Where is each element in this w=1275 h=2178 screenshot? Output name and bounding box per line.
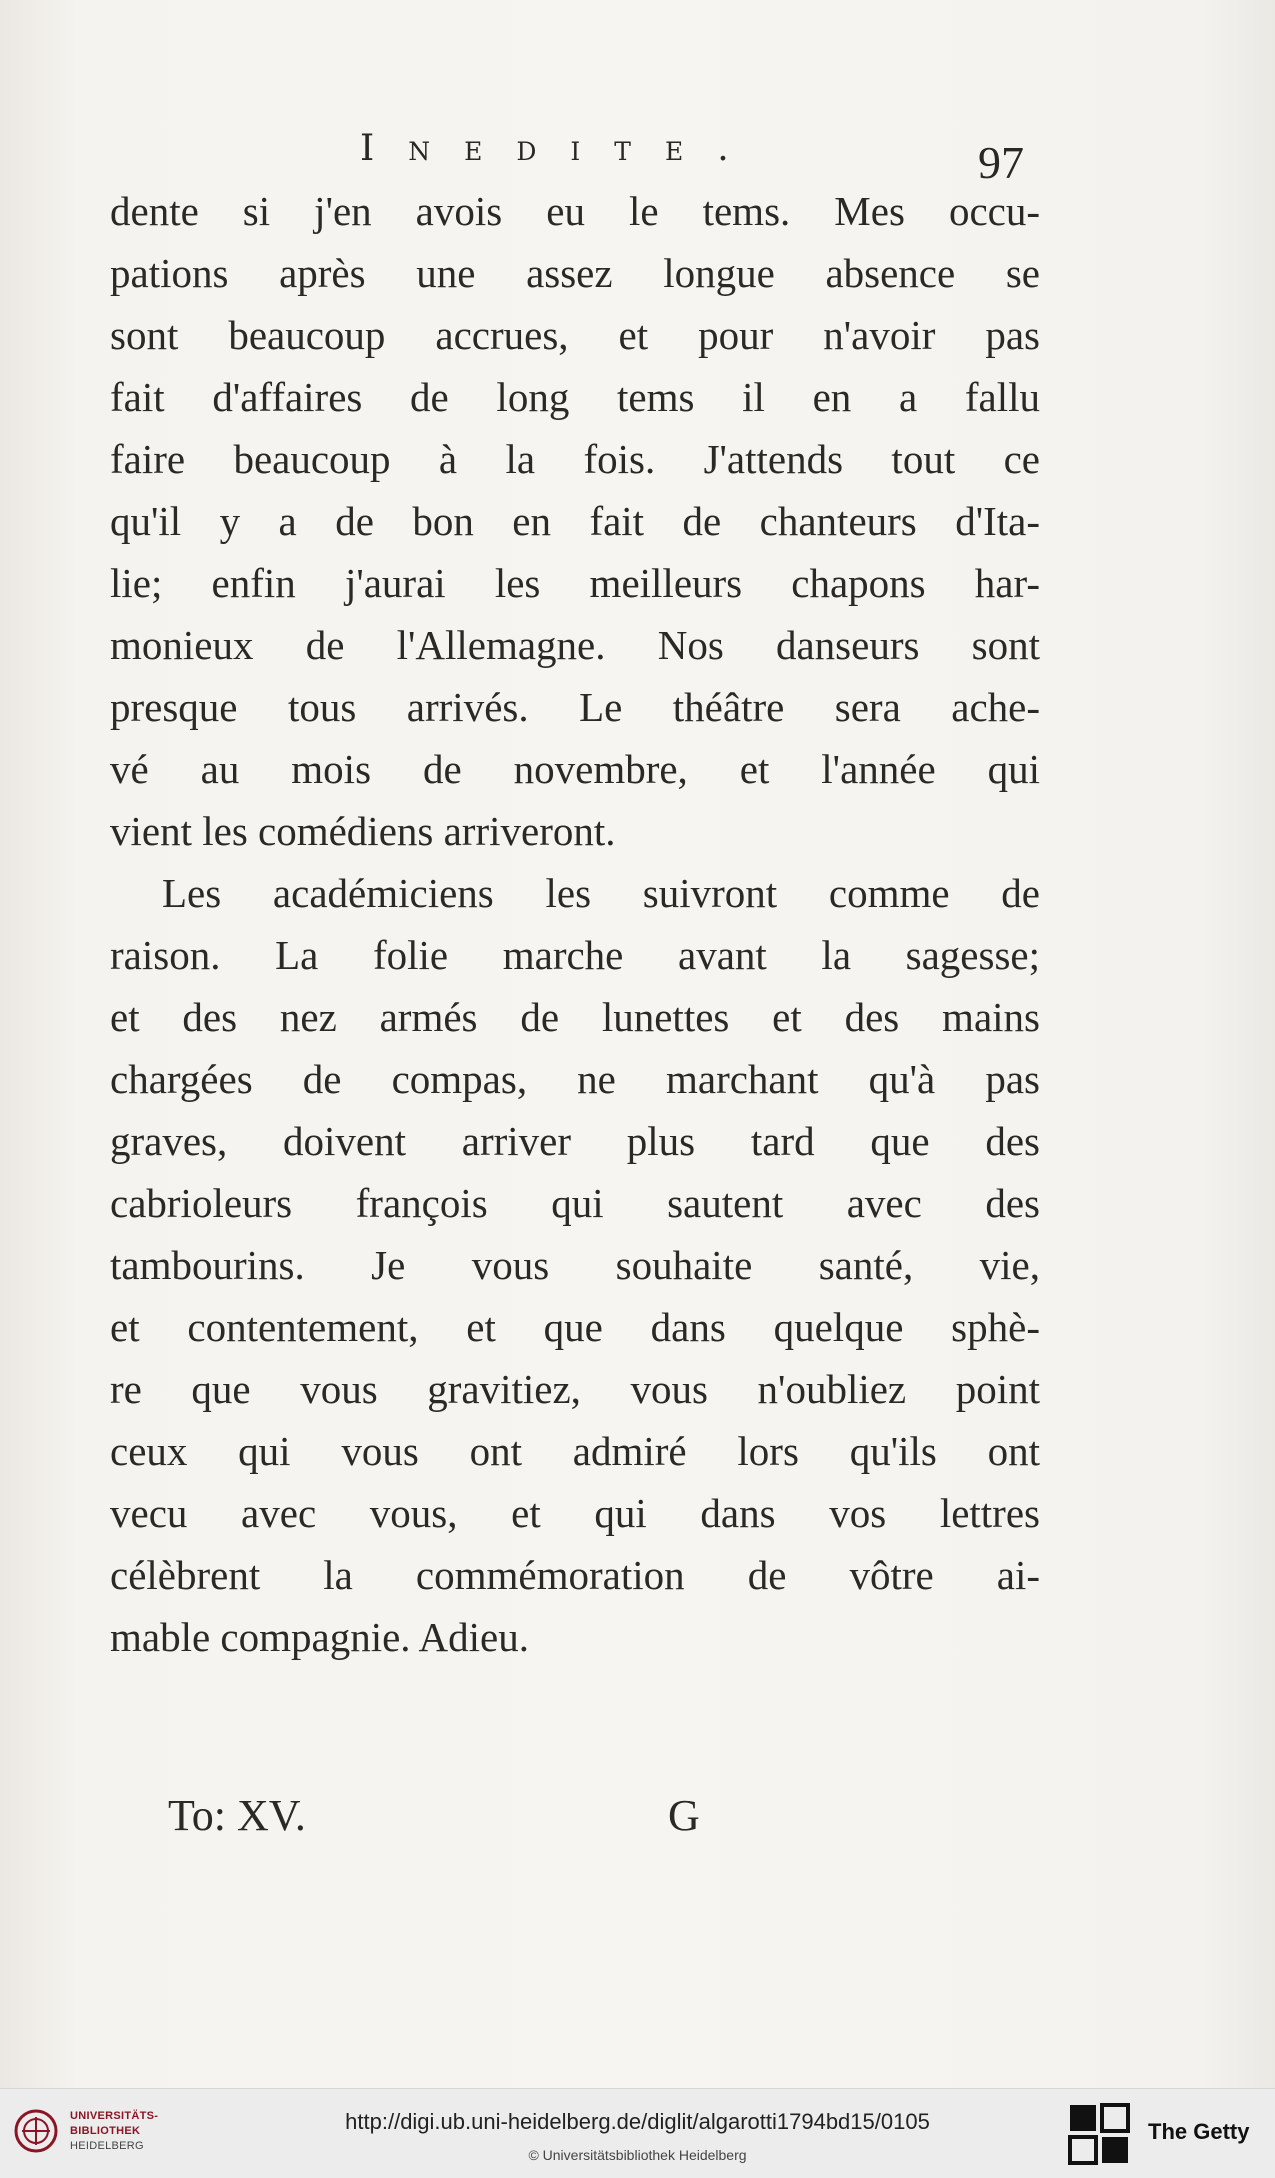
library-name-line: HEIDELBERG (70, 2140, 144, 2152)
text-line: qu'il y a de bon en fait de chanteurs d'Ita- (110, 498, 1040, 544)
text-line: chargées de compas, ne marchant qu'à pas (110, 1056, 1040, 1102)
page-number: 97 (978, 137, 1024, 188)
running-head: Inedite. (360, 128, 763, 169)
signature-mark: To: XV. (168, 1791, 306, 1840)
text-line: re que vous gravitiez, vous n'oubliez point (110, 1366, 1040, 1412)
text-line: vient les comédiens arriveront. (110, 808, 616, 854)
text-line: dente si j'en avois eu le tems. Mes occu- (110, 188, 1040, 234)
library-name-line: UNIVERSITÄTS- (70, 2110, 159, 2122)
text-line: tambourins. Je vous souhaite santé, vie, (110, 1242, 1040, 1288)
text-line: cabrioleurs françois qui sautent avec des (110, 1180, 1040, 1226)
text-line: vecu avec vous, et qui dans vos lettres (110, 1490, 1040, 1536)
text-line: et des nez armés de lunettes et des mains (110, 994, 1040, 1040)
getty-logo-icon (1068, 2103, 1130, 2165)
text-line: mable compagnie. Adieu. (110, 1614, 529, 1660)
text-line: sont beaucoup accrues, et pour n'avoir pas (110, 312, 1040, 358)
text-line: célèbrent la commémoration de vôtre ai- (110, 1552, 1040, 1598)
library-name-line: BIBLIOTHEK (70, 2125, 141, 2137)
footer-bar (0, 2088, 1275, 2178)
text-line: faire beaucoup à la fois. J'attends tout ce (110, 436, 1040, 482)
signature-letter: G (668, 1791, 700, 1840)
permalink-url[interactable]: http://digi.ub.uni-heidelberg.de/diglit/algarotti1794bd15/0105 (345, 2109, 930, 2134)
text-line: et contentement, et que dans quelque sphè- (110, 1304, 1040, 1350)
text-line: graves, doivent arriver plus tard que des (110, 1118, 1040, 1164)
text-line: lie; enfin j'aurai les meilleurs chapons har- (110, 560, 1040, 606)
text-line: presque tous arrivés. Le théâtre sera ache- (110, 684, 1040, 730)
text-line: raison. La folie marche avant la sagesse; (110, 932, 1040, 978)
text-line: Les académiciens les suivront comme de (162, 870, 1040, 916)
text-line: monieux de l'Allemagne. Nos danseurs sont (110, 622, 1040, 668)
text-line: fait d'affaires de long tems il en a fallu (110, 374, 1040, 420)
partner-name: The Getty (1148, 2119, 1250, 2144)
text-line: pations après une assez longue absence se (110, 250, 1040, 296)
copyright-notice: © Universitätsbibliothek Heidelberg (528, 2147, 747, 2163)
text-line: ceux qui vous ont admiré lors qu'ils ont (110, 1428, 1040, 1474)
text-line: vé au mois de novembre, et l'année qui (110, 746, 1040, 792)
